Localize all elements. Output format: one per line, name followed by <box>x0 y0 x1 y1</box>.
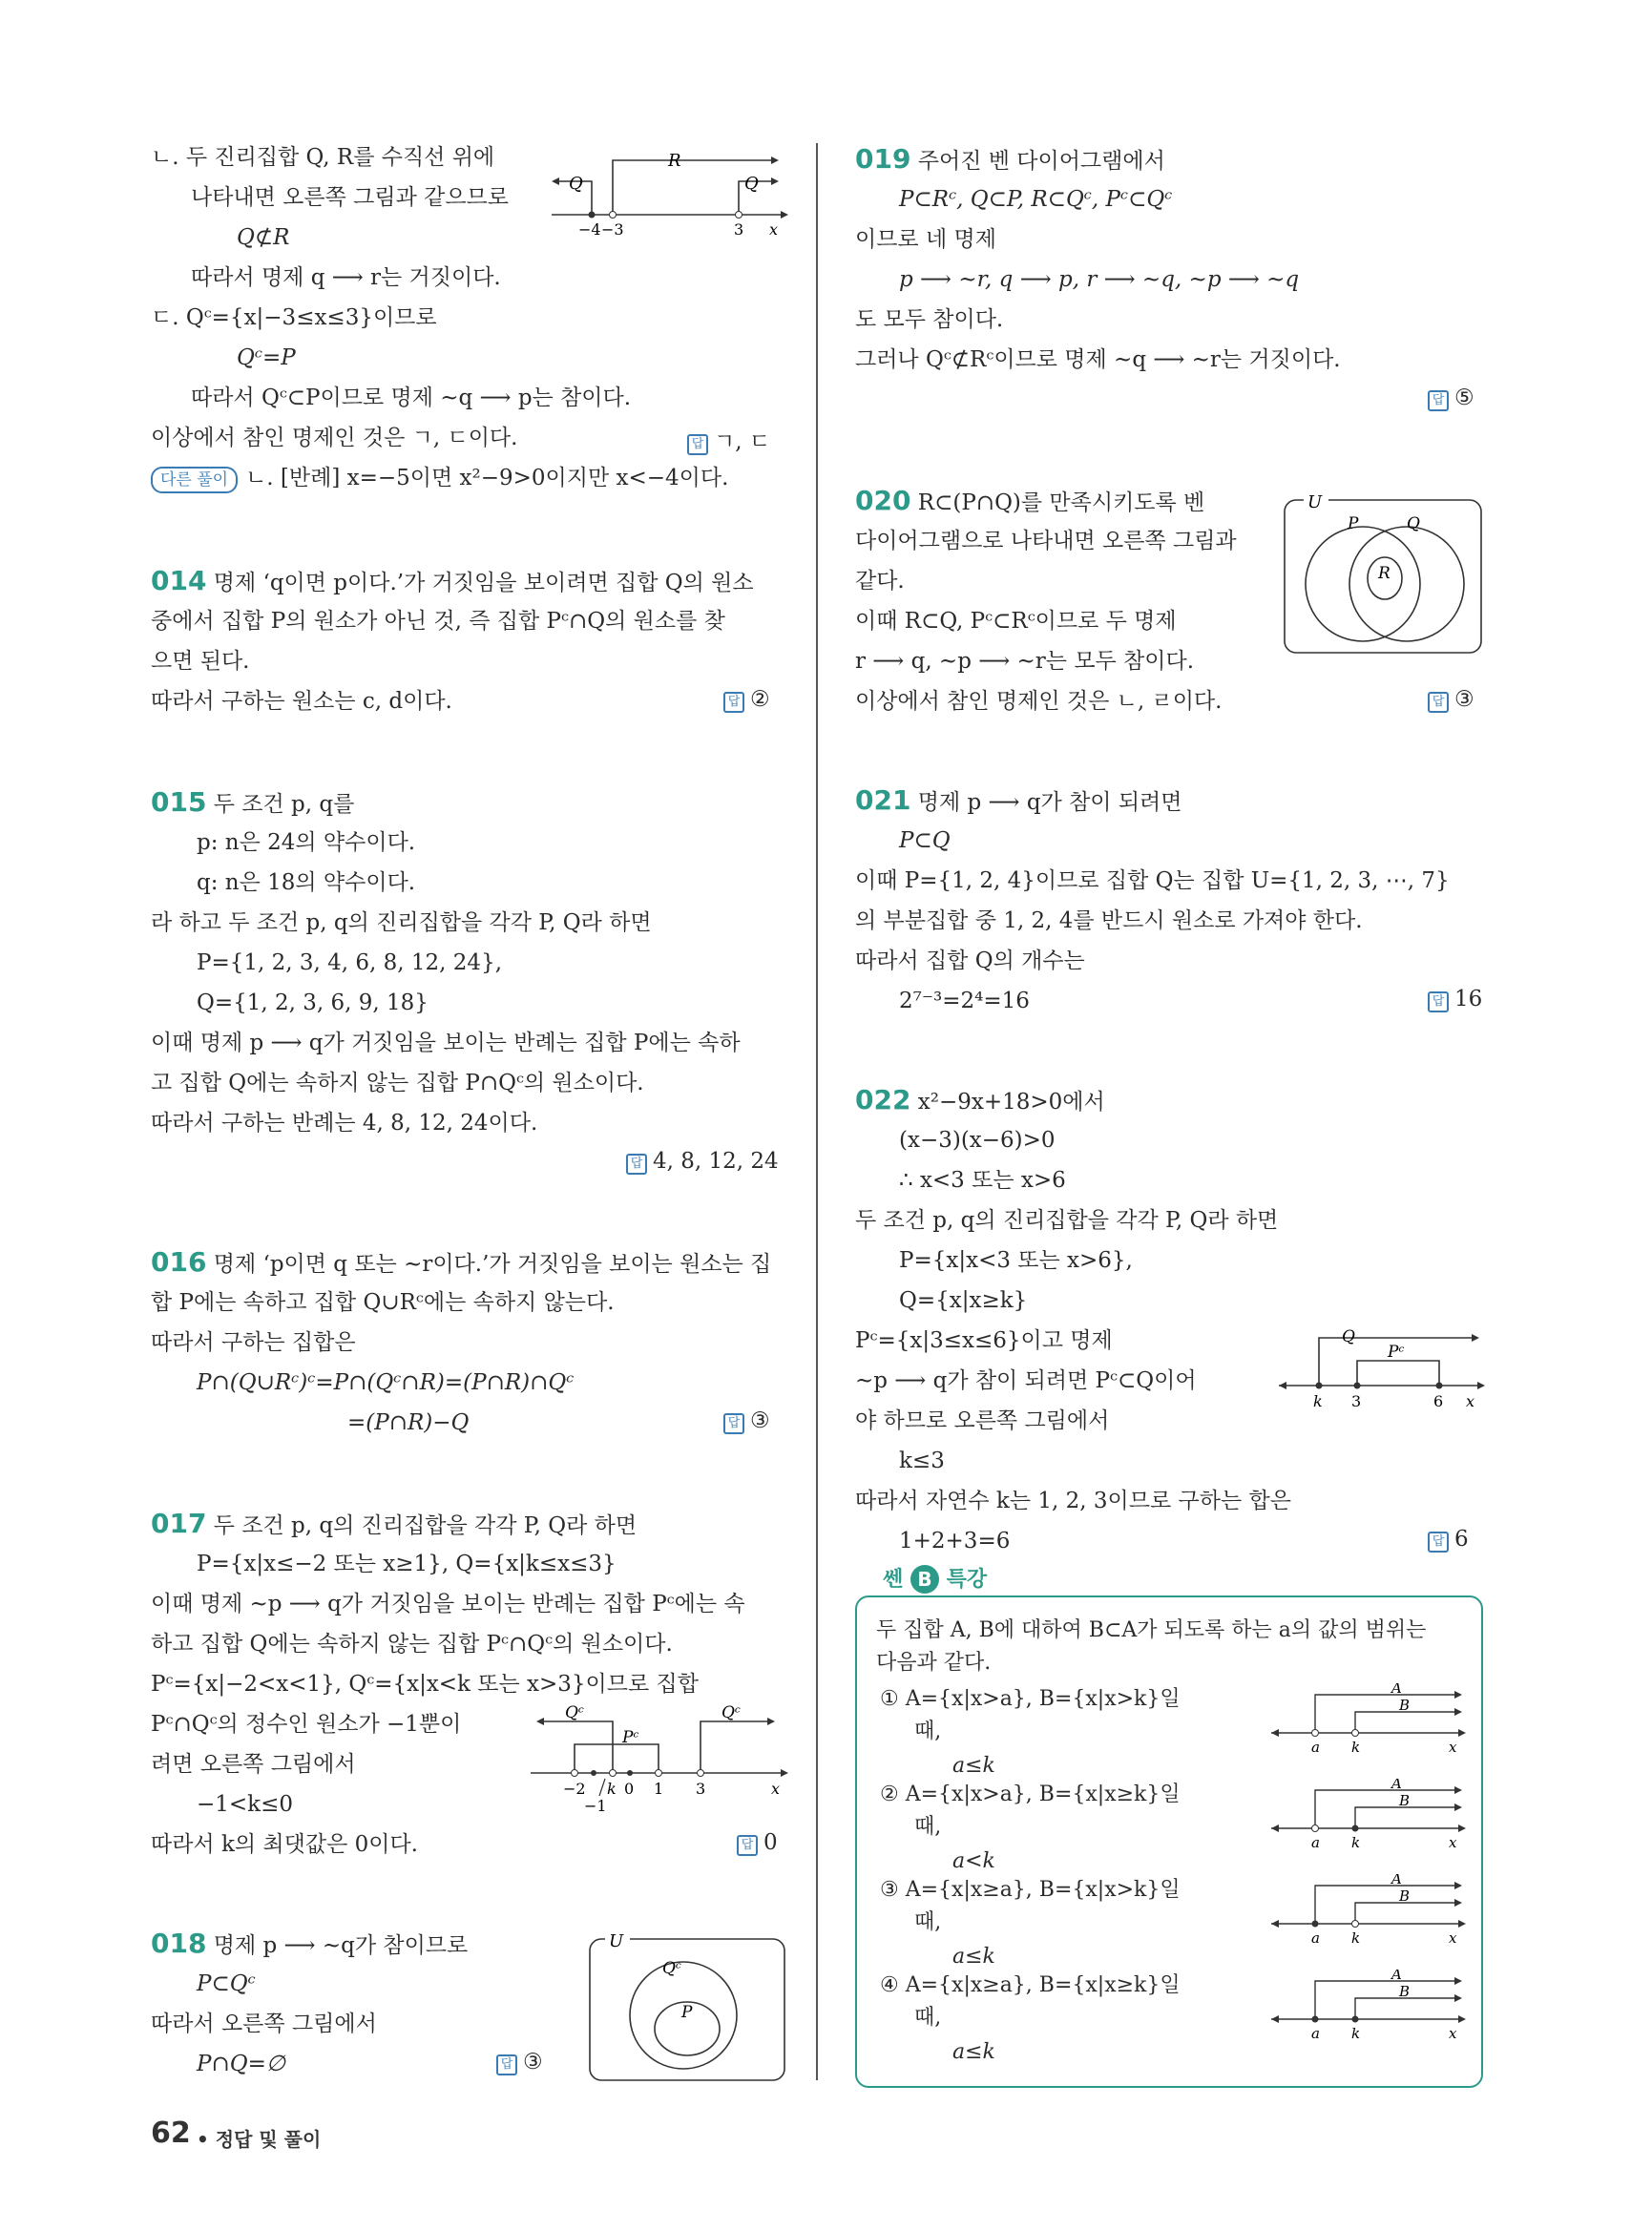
text-line: 두 조건 p, q의 진리집합을 각각 P, Q라 하면 <box>213 1513 638 1538</box>
point-marker <box>610 212 617 219</box>
tick-label: 0 <box>624 1780 635 1798</box>
text-line: 하고 집합 Q에는 속하지 않는 집합 Pᶜ∩Qᶜ의 원소이다. <box>151 1632 673 1657</box>
axis-arrow <box>781 1769 788 1777</box>
q-arrow-right <box>771 177 779 185</box>
text-line: 명제 p ⟶ q가 참이 되려면 <box>917 790 1182 815</box>
text-line: R⊂(P∩Q)를 만족시키도록 벤 <box>917 490 1205 515</box>
tip-title <box>883 1563 987 1594</box>
axis-arrow <box>1271 1729 1279 1737</box>
answer-mark: 답 <box>737 1835 758 1856</box>
problem-017 <box>151 1510 637 1540</box>
answer <box>496 2050 543 2075</box>
axis-arrow <box>781 211 788 219</box>
axis-label-x: x <box>771 1780 781 1798</box>
alt-solution-text: ㄴ. [반례] x=−5이면 x²−9>0이지만 x<−4이다. <box>245 466 729 490</box>
label-pc: Pᶜ <box>1388 1343 1405 1362</box>
footer-label-text: 정답 및 풀이 <box>215 2128 322 2151</box>
label-b-set: B <box>1399 1983 1411 2000</box>
venn-figure-018 <box>588 1929 788 2084</box>
b-range <box>1355 1998 1454 2019</box>
axis-label-x: x <box>1449 1739 1457 1756</box>
problem-number: 019 <box>855 143 911 175</box>
tick-label: k <box>607 1780 617 1798</box>
text-line: q: n은 18의 약수이다. <box>197 870 416 895</box>
problem-number: 016 <box>151 1246 207 1278</box>
text-line: 의 부분집합 중 1, 2, 4를 반드시 원소로 가져야 한다. <box>855 908 1363 933</box>
text-line: 고 집합 Q에는 속하지 않는 집합 P∩Qᶜ의 원소이다. <box>151 1071 644 1095</box>
problem-014 <box>151 567 754 597</box>
point-marker <box>1354 1383 1361 1389</box>
text-line: ㄴ. 두 진리집합 Q, R를 수직선 위에 <box>151 145 495 170</box>
label-p: P <box>1348 514 1359 533</box>
text-line: 라 하고 두 조건 p, q의 진리집합을 각각 P, Q라 하면 <box>151 910 652 935</box>
problem-number: 015 <box>151 786 207 818</box>
answer-value: ② <box>750 687 770 712</box>
answer-mark: 답 <box>1428 692 1449 713</box>
tip-box <box>855 1595 1483 2088</box>
column-divider <box>816 143 818 2080</box>
tick-label: 6 <box>1433 1392 1444 1410</box>
a-arrow <box>1454 1882 1462 1889</box>
tip-title-text: 특강 <box>946 1568 988 1592</box>
point-marker <box>1352 1825 1359 1832</box>
text-line: 이므로 네 명제 <box>855 227 996 252</box>
a-range <box>1315 1790 1454 1828</box>
tip-figure-3 <box>1267 1874 1468 1949</box>
q-arrow-left <box>552 177 559 185</box>
point-marker <box>736 212 742 219</box>
alt-solution <box>151 464 728 493</box>
answer-mark: 답 <box>723 1413 744 1434</box>
text-line: x²−9x+18>0에서 <box>917 1090 1105 1115</box>
text-line: 1+2+3=6 <box>899 1529 1011 1553</box>
pc-range <box>575 1744 659 1773</box>
tip-figure-1 <box>1267 1683 1468 1758</box>
problem-number: 014 <box>151 565 207 596</box>
point-marker <box>1316 1383 1323 1389</box>
text-line: Pᶜ={x|−2<x<1}, Qᶜ={x|x<k 또는 x>3}이므로 집합 <box>151 1672 699 1697</box>
axis-arrow <box>1271 1824 1279 1832</box>
text-line: 이때 R⊂Q, Pᶜ⊂Rᶜ이므로 두 명제 <box>855 609 1177 634</box>
b-range <box>1355 1807 1454 1828</box>
answer-value: 6 <box>1454 1527 1469 1552</box>
axis-label-x: x <box>1449 2025 1457 2042</box>
answer-mark: 답 <box>723 692 744 713</box>
problem-018 <box>151 1929 468 1960</box>
text-line: 나타내면 오른쪽 그림과 같으므로 <box>191 185 509 210</box>
qc-arrow-right <box>767 1718 775 1725</box>
point-marker <box>1352 1730 1359 1737</box>
tip-item-when: 때, <box>914 1720 942 1743</box>
answer-value: ③ <box>1454 687 1474 712</box>
point-marker <box>656 1770 662 1777</box>
label-qc: Qᶜ <box>721 1703 741 1722</box>
r-arrow <box>771 156 779 164</box>
answer <box>1428 386 1474 411</box>
answer-mark: 답 <box>496 2054 517 2075</box>
text-line: P∩(Q∪Rᶜ)ᶜ=P∩(Qᶜ∩R)=(P∩R)∩Qᶜ <box>197 1370 575 1395</box>
text-line: P∩Q=∅ <box>197 2052 285 2076</box>
problem-019 <box>855 145 1165 176</box>
text-line: 이때 P={1, 2, 4}이므로 집합 Q는 집합 U={1, 2, 3, ⋯, 7} <box>855 868 1450 893</box>
axis-label-x: x <box>1449 1834 1457 1851</box>
q-arrow <box>1472 1334 1479 1342</box>
circle-p <box>1306 527 1420 641</box>
a-range <box>1315 1981 1454 2019</box>
a-arrow <box>1454 1691 1462 1699</box>
text-line: Q={x|x≥k} <box>899 1288 1028 1313</box>
label-qc: Qᶜ <box>662 1959 681 1978</box>
point-marker <box>1312 1921 1319 1928</box>
tick-label: k <box>1313 1392 1323 1410</box>
text-line: 따라서 구하는 반례는 4, 8, 12, 24이다. <box>151 1111 538 1136</box>
page-footer-label: • 정답 및 풀이 <box>197 2128 322 2151</box>
tip-letter-badge: B <box>910 1565 939 1594</box>
label-q: Q <box>569 174 583 194</box>
answer-mark: 답 <box>626 1154 647 1175</box>
tip-item: ② A={x|x>a}, B={x|x≥k}일 <box>880 1783 1181 1806</box>
text-line: Qᶜ=P <box>237 345 296 370</box>
tick-label: −1 <box>584 1797 607 1815</box>
tick-label: a <box>1311 1929 1320 1947</box>
a-arrow <box>1454 1977 1462 1985</box>
answer-value: ③ <box>523 2050 543 2075</box>
point-marker <box>627 1770 633 1776</box>
b-arrow <box>1454 1899 1462 1907</box>
point-marker <box>591 1770 596 1776</box>
point-marker <box>1436 1383 1443 1389</box>
problem-022 <box>855 1086 1105 1116</box>
tip-item-when: 때, <box>914 2006 942 2030</box>
text-line: 려면 오른쪽 그림에서 <box>151 1752 356 1777</box>
text-line: (x−3)(x−6)>0 <box>899 1128 1056 1153</box>
text-line: P={1, 2, 3, 4, 6, 8, 12, 24}, <box>197 950 503 975</box>
answer-mark: 답 <box>687 434 708 455</box>
text-line: 다이어그램으로 나타내면 오른쪽 그림과 <box>855 529 1237 553</box>
b-arrow <box>1454 1804 1462 1811</box>
tick-label: −4 <box>578 220 601 239</box>
qc-range-left <box>544 1721 613 1773</box>
answer-value: ⑤ <box>1454 386 1474 410</box>
tick-label: 3 <box>1351 1392 1362 1410</box>
text-line: P⊂Rᶜ, Q⊂P, R⊂Qᶜ, Pᶜ⊂Qᶜ <box>899 187 1173 212</box>
point-marker <box>1312 1825 1319 1832</box>
text-line: Q={1, 2, 3, 6, 9, 18} <box>197 990 429 1015</box>
text-line: P⊂Q <box>899 828 951 853</box>
text-line: 두 조건 p, q를 <box>213 792 355 817</box>
text-line: −1<k≤0 <box>197 1792 294 1817</box>
b-range <box>1355 1903 1454 1924</box>
b-range <box>1355 1712 1454 1733</box>
tip-figure-2 <box>1267 1779 1468 1853</box>
problem-016 <box>151 1248 771 1279</box>
text-line: 따라서 명제 q ⟶ r는 거짓이다. <box>191 265 501 290</box>
text-line: Pᶜ={x|3≤x≤6}이고 명제 <box>855 1328 1113 1353</box>
text-line: 이때 명제 ~p ⟶ q가 거짓임을 보이는 반례는 집합 Pᶜ에는 속 <box>151 1592 745 1616</box>
text-line: 따라서 구하는 원소는 c, d이다. <box>151 689 452 714</box>
text-line: 두 조건 p, q의 진리집합을 각각 P, Q라 하면 <box>855 1208 1279 1233</box>
text-line: 으면 된다. <box>151 649 250 674</box>
tick-label: k <box>1351 2025 1361 2042</box>
tick-label: 3 <box>696 1780 706 1798</box>
qc-range-right <box>701 1721 767 1773</box>
b-arrow <box>1454 1994 1462 2002</box>
label-qc: Qᶜ <box>565 1703 584 1722</box>
answer <box>1428 1527 1469 1553</box>
number-line-figure-022 <box>1275 1324 1485 1416</box>
tick-label: a <box>1311 2025 1320 2042</box>
text-line: Q⊄R <box>237 225 290 250</box>
text-line: 이상에서 참인 명제인 것은 ㄱ, ㄷ이다. <box>151 426 518 450</box>
problem-number: 018 <box>151 1928 207 1959</box>
label-a-set: A <box>1391 1874 1402 1887</box>
tip-figure-4 <box>1267 1970 1468 2044</box>
b-arrow <box>1454 1708 1462 1716</box>
a-range <box>1315 1695 1454 1733</box>
tick-label: −3 <box>601 220 624 239</box>
text-line: 그러나 Qᶜ⊄Rᶜ이므로 명제 ~q ⟶ ~r는 거짓이다. <box>855 347 1341 372</box>
page-number: 62 <box>151 2116 191 2150</box>
text-line: 따라서 자연수 k는 1, 2, 3이므로 구하는 합은 <box>855 1489 1291 1513</box>
text-line: P={x|x≤−2 또는 x≥1}, Q={x|k≤x≤3} <box>197 1552 617 1576</box>
label-pc: Pᶜ <box>622 1728 639 1747</box>
answer <box>1428 987 1482 1012</box>
answer-value: 16 <box>1454 987 1483 1011</box>
point-marker <box>610 1770 617 1777</box>
label-q: Q <box>744 174 759 194</box>
text-line: p ⟶ ~r, q ⟶ p, r ⟶ ~q, ~p ⟶ ~q <box>899 267 1300 292</box>
tip-item-result: a≤k <box>952 1945 995 1969</box>
point-marker <box>572 1770 578 1777</box>
text-line: 주어진 벤 다이어그램에서 <box>917 149 1165 174</box>
text-line: 야 하므로 오른쪽 그림에서 <box>855 1408 1110 1433</box>
problem-021 <box>855 786 1181 817</box>
text-line: 도 모두 참이다. <box>855 307 1004 332</box>
answer <box>687 424 770 455</box>
problem-number: 022 <box>855 1084 911 1116</box>
text-line: 이상에서 참인 명제인 것은 ㄴ, ㄹ이다. <box>855 689 1223 714</box>
alt-solution-badge: 다른 풀이 <box>151 467 238 493</box>
answer <box>737 1830 778 1856</box>
axis-label-x: x <box>1466 1392 1475 1410</box>
tick-label: k <box>1351 1834 1361 1851</box>
answer-value: 0 <box>763 1830 778 1855</box>
text-line: k≤3 <box>899 1449 945 1473</box>
text-line: 중에서 집합 P의 원소가 아닌 것, 즉 집합 Pᶜ∩Q의 원소를 찾 <box>151 609 725 634</box>
number-line-figure-013 <box>552 143 790 239</box>
label-a-set: A <box>1391 1970 1402 1983</box>
axis-arrow <box>1458 1729 1466 1737</box>
answer <box>723 687 770 713</box>
tick-label: k <box>1351 1739 1361 1756</box>
tip-item-result: a≤k <box>952 1754 995 1778</box>
axis-arrow <box>1458 1824 1466 1832</box>
label-r: R <box>668 151 681 171</box>
problem-number: 021 <box>855 784 911 816</box>
text-line: ∴ x<3 또는 x>6 <box>899 1168 1066 1193</box>
label-b-set: B <box>1399 1792 1411 1809</box>
tick-label: 3 <box>734 220 744 239</box>
text-line: 따라서 k의 최댓값은 0이다. <box>151 1832 418 1857</box>
tip-item: ① A={x|x>a}, B={x|x>k}일 <box>880 1687 1181 1711</box>
problem-number: 020 <box>855 485 911 516</box>
answer-value: ㄱ, ㄷ <box>714 429 771 454</box>
tip-item-when: 때, <box>914 1815 942 1839</box>
problem-015 <box>151 788 354 819</box>
tick-label: −2 <box>563 1780 586 1798</box>
tick-label: a <box>1311 1834 1320 1851</box>
label-r: R <box>1378 564 1391 583</box>
circle-q <box>1349 527 1464 641</box>
a-arrow <box>1454 1786 1462 1794</box>
problem-number: 017 <box>151 1508 207 1539</box>
answer <box>626 1149 779 1175</box>
text-line: 명제 p ⟶ ~q가 참이므로 <box>213 1933 469 1958</box>
venn-figure-020 <box>1283 487 1485 655</box>
text-line: 이때 명제 p ⟶ q가 거짓임을 보이는 반례는 집합 P에는 속하 <box>151 1031 741 1055</box>
answer-mark: 답 <box>1428 991 1449 1012</box>
text-line: 같다. <box>855 569 905 594</box>
text-line: r ⟶ q, ~p ⟶ ~r는 모두 참이다. <box>855 649 1195 674</box>
answer <box>723 1408 770 1434</box>
pc-range <box>1357 1361 1439 1386</box>
axis-arrow <box>1477 1382 1485 1389</box>
point-marker <box>1352 2016 1359 2023</box>
text-line: p: n은 24의 약수이다. <box>197 830 416 855</box>
tip-item: ④ A={x|x≥a}, B={x|x≥k}일 <box>880 1973 1181 1997</box>
label-u: U <box>609 1931 624 1951</box>
answer-value: 4, 8, 12, 24 <box>653 1149 779 1174</box>
text-line: =(P∩R)−Q <box>347 1410 470 1435</box>
label-q: Q <box>1342 1327 1355 1346</box>
point-marker <box>1312 1730 1319 1737</box>
axis-arrow <box>1279 1382 1286 1389</box>
label-p: P <box>681 2003 693 2022</box>
answer-mark: 답 <box>1428 1532 1449 1553</box>
text-line: ~p ⟶ q가 참이 되려면 Pᶜ⊂Q이어 <box>855 1368 1197 1393</box>
tick-label: a <box>1311 1739 1320 1756</box>
axis-label-x: x <box>1449 1929 1457 1947</box>
label-b-set: B <box>1399 1697 1411 1714</box>
a-range <box>1315 1886 1454 1924</box>
text-line: 명제 ‘q이면 p이다.’가 거짓임을 보이려면 집합 Q의 원소 <box>213 571 754 595</box>
point-marker <box>1312 2016 1319 2023</box>
tip-brand: 쎈 <box>883 1568 904 1592</box>
tip-intro: 다음과 같다. <box>876 1651 992 1675</box>
text-line: 명제 ‘p이면 q 또는 ~r이다.’가 거짓임을 보이는 원소는 집 <box>213 1252 772 1277</box>
text-line: 따라서 오른쪽 그림에서 <box>151 2012 377 2036</box>
answer-value: ③ <box>750 1408 770 1433</box>
point-marker <box>1352 1921 1359 1928</box>
text-line: Pᶜ∩Qᶜ의 정수인 원소가 −1뿐이 <box>151 1712 462 1737</box>
number-line-figure-017 <box>531 1700 790 1817</box>
answer <box>1428 687 1474 713</box>
tip-item: ③ A={x|x≥a}, B={x|x>k}일 <box>880 1878 1181 1902</box>
text-line: P={x|x<3 또는 x>6}, <box>899 1248 1133 1273</box>
axis-arrow <box>1271 1920 1279 1928</box>
point-marker <box>589 212 596 219</box>
axis-arrow <box>1458 2015 1466 2023</box>
pointer-line <box>599 1779 605 1796</box>
axis-arrow <box>1271 2015 1279 2023</box>
tip-item-when: 때, <box>914 1910 942 1934</box>
label-a-set: A <box>1391 1779 1402 1792</box>
point-marker <box>698 1770 704 1777</box>
label-b-set: B <box>1399 1887 1411 1905</box>
text-line: 2⁷⁻³=2⁴=16 <box>899 989 1030 1013</box>
problem-020 <box>855 487 1204 517</box>
text-line: ㄷ. Qᶜ={x|−3≤x≤3}이므로 <box>151 305 437 330</box>
label-a-set: A <box>1391 1683 1402 1697</box>
tick-label: k <box>1351 1929 1361 1947</box>
answer-mark: 답 <box>1428 390 1449 411</box>
text-line: 따라서 구하는 집합은 <box>151 1330 356 1355</box>
axis-arrow <box>1458 1920 1466 1928</box>
text-line: 따라서 집합 Q의 개수는 <box>855 949 1085 973</box>
tip-item-result: a<k <box>952 1849 995 1873</box>
tip-item-result: a≤k <box>952 2040 995 2064</box>
axis-label-x: x <box>769 220 779 239</box>
tip-intro: 두 집합 A, B에 대하여 B⊂A가 되도록 하는 a의 값의 범위는 <box>876 1618 1427 1642</box>
tick-label: 1 <box>654 1780 664 1798</box>
text-line: 합 P에는 속하고 집합 Q∪Rᶜ에는 속하지 않는다. <box>151 1290 615 1315</box>
label-q: Q <box>1407 514 1420 533</box>
text-line: 따라서 Qᶜ⊂P이므로 명제 ~q ⟶ p는 참이다. <box>191 386 632 410</box>
label-u: U <box>1307 492 1323 512</box>
qc-arrow-left <box>536 1718 544 1725</box>
text-line: P⊂Qᶜ <box>197 1971 256 1996</box>
